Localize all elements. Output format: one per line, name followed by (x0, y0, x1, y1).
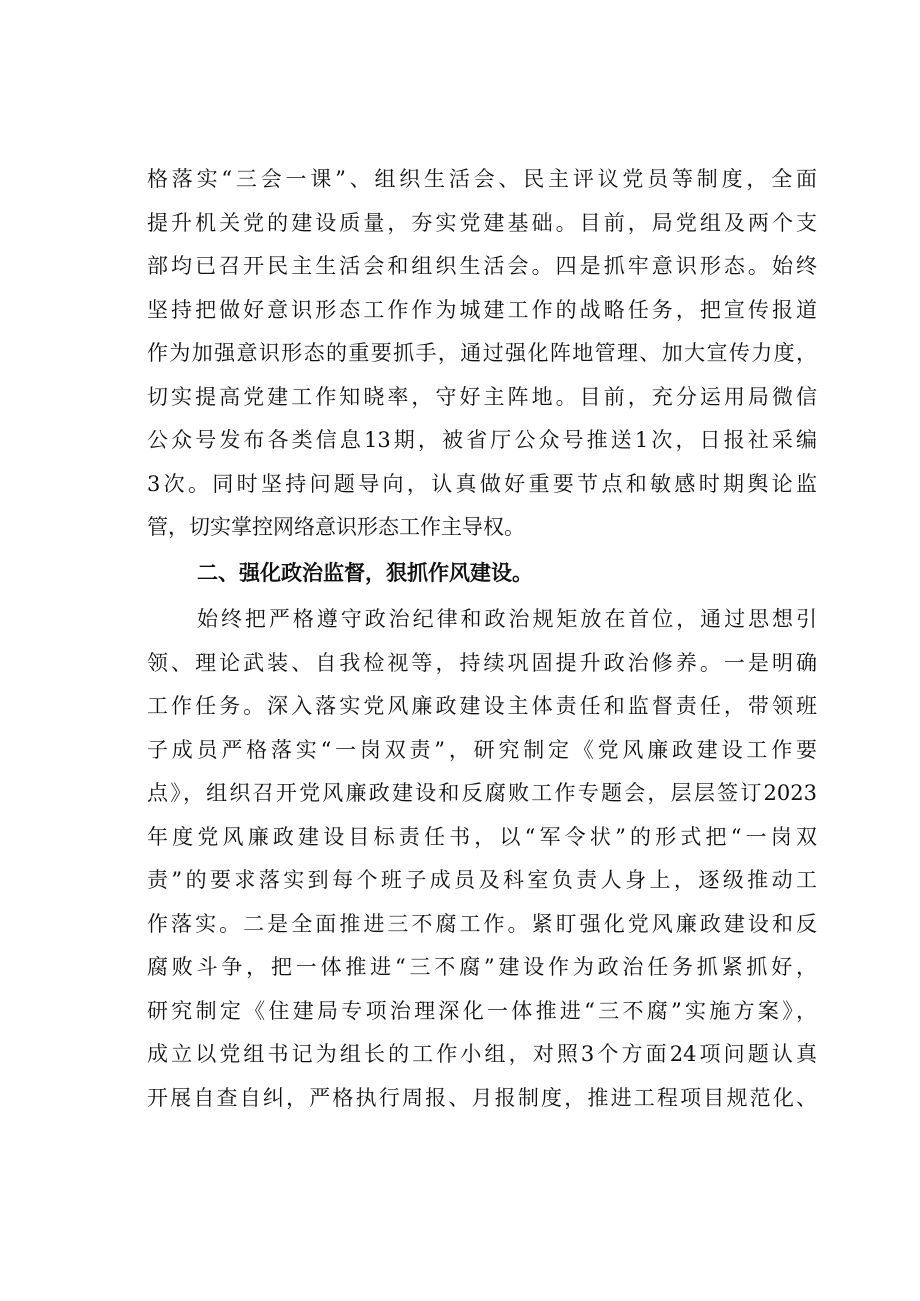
text-line: 责”的要求落实到每个班子成员及科室负责人身上，逐级推动工 (147, 868, 817, 892)
text-line: 管，切实掌控网络意识形态工作主导权。 (147, 515, 525, 539)
text-line: 子成员严格落实“一岗双责”，研究制定《党风廉政建设工作要 (147, 737, 817, 762)
text-line: 始终把严格遵守政治纪律和政治规矩放在首位，通过思想引 (197, 607, 817, 631)
paragraph-2 (147, 598, 817, 1120)
text-line: 提升机关党的建设质量，夯实党建基础。目前，局党组及两个支 (147, 210, 817, 235)
text-line: 年度党风廉政建设目标责任书，以“军令状”的形式把“一岗双 (147, 824, 817, 849)
text-line: 部均已召开民主生活会和组织生活会。四是抓牢意识形态。始终 (147, 254, 817, 278)
section-heading: 二、强化政治监督，狠抓作风建设。 (197, 561, 533, 585)
text-line: 3次。同时坚持问题导向，认真做好重要节点和敏感时期舆论监 (147, 471, 817, 496)
text-line: 公众号发布各类信息13期，被省厅公众号推送1次，日报社采编 (147, 428, 817, 452)
text-line: 格落实“三会一课”、组织生活会、民主评议党员等制度，全面 (147, 167, 817, 191)
text-line: 切实提高党建工作知晓率，守好主阵地。目前，充分运用局微信 (147, 384, 817, 409)
text-line: 研究制定《住建局专项治理深化一体推进“三不腐”实施方案》， (147, 998, 817, 1023)
text-line: 成立以党组书记为组长的工作小组，对照3个方面24项问题认真 (147, 1042, 817, 1066)
text-line: 开展自查自纠，严格执行周报、月报制度，推进工程项目规范化、 (147, 1085, 817, 1110)
text-line: 坚持把做好意识形态工作作为城建工作的战略任务，把宣传报道 (147, 297, 817, 322)
text-line: 工作任务。深入落实党风廉政建设主体责任和监督责任，带领班 (147, 694, 817, 718)
section-block (147, 551, 817, 596)
paragraph-1 (147, 158, 817, 550)
text-line: 领、理论武装、自我检视等，持续巩固提升政治修养。一是明确 (147, 650, 817, 675)
text-line: 腐败斗争，把一体推进“三不腐”建设作为政治任务抓紧抓好， (147, 955, 817, 979)
text-line: 作为加强意识形态的重要抓手，通过强化阵地管理、加大宣传力度， (147, 341, 817, 365)
text-line: 作落实。二是全面推进三不腐工作。紧盯强化党风廉政建设和反 (147, 911, 817, 936)
text-line: 点》，组织召开党风廉政建设和反腐败工作专题会，层层签订2023 (147, 781, 817, 805)
